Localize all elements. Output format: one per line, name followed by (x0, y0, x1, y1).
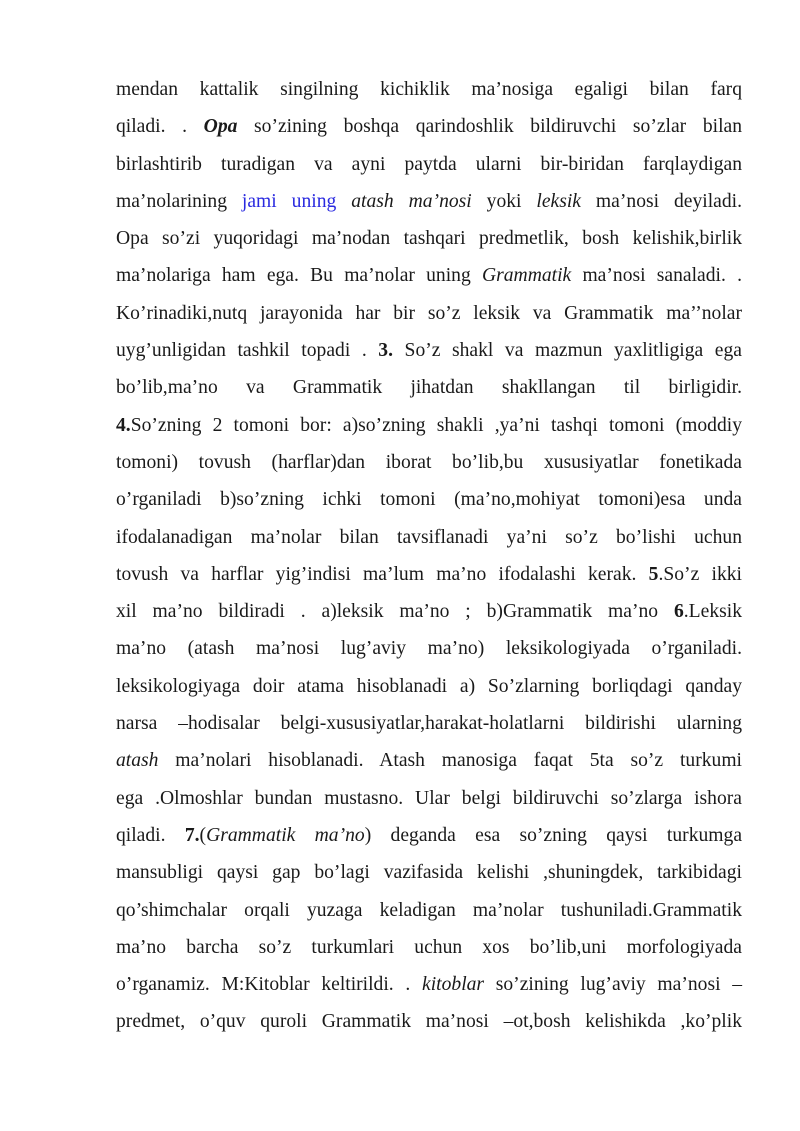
text-run: ma’nosi sanaladi. . (571, 265, 742, 287)
text-run: 4. (116, 414, 131, 436)
text-line (116, 817, 742, 854)
document-page (116, 71, 742, 1041)
text-line (116, 519, 742, 556)
text-run: o’rganamiz. M:Kitoblar keltirildi. . (116, 974, 423, 996)
text-run: xil ma’no bildiradi . a)leksik ma’no ; b)Grammatik ma’no (116, 601, 674, 623)
text-run: ma’nolariga ham ega. Bu ma’nolar uning (116, 265, 482, 287)
text-run: predmet, o’quv quroli Grammatik ma’nosi –ot,bosh kelishikda ,ko’plik (116, 1011, 742, 1033)
text-run: bo’lib,ma’no va Grammatik jihatdan shakllangan til birligidir. (116, 377, 742, 399)
text-run: ega .Olmoshlar bundan mustasno. Ular belgi bildiruvchi so’zlarga ishora (116, 787, 742, 809)
text-run: so’zining lug’aviy ma’nosi – (484, 974, 743, 996)
text-line (116, 481, 742, 518)
text-line (116, 966, 742, 1003)
text-run: .So’z ikki (658, 563, 742, 585)
text-run: ) deganda esa so’zning qaysi turkumga (364, 824, 743, 846)
text-run: yoki (471, 190, 537, 212)
text-run: leksik (536, 190, 582, 212)
text-line (116, 369, 742, 406)
text-run: ( (199, 824, 207, 846)
text-run: qo’shimchalar orqali yuzaga keladigan ma’nolar tushuniladi.Grammatik (116, 899, 742, 921)
text-run: Opa (203, 116, 238, 138)
text-line (116, 892, 742, 929)
text-run: Grammatik ma’no (206, 824, 365, 846)
text-link[interactable]: jami uning (241, 190, 337, 212)
text-line (116, 630, 742, 667)
text-run: ma’no barcha so’z turkumlari uchun xos bo’lib,uni morfologiyada (116, 936, 742, 958)
text-line (116, 183, 742, 220)
text-line (116, 407, 742, 444)
text-line (116, 295, 742, 332)
text-run: qiladi. (116, 824, 185, 846)
text-run: 7. (184, 824, 200, 846)
text-line (116, 220, 742, 257)
text-line (116, 929, 742, 966)
text-run: leksikologiyaga doir atama hisoblanadi a) So’zlarning borliqdagi qanday (116, 675, 742, 697)
text-run: birlashtirib turadigan va ayni paytda ularni bir-biridan farqlaydigan (116, 153, 742, 175)
text-line (116, 146, 742, 183)
text-run: ma’nosi deyiladi. (581, 190, 742, 212)
text-run: So’z shakl va mazmun yaxlitligiga ega (392, 340, 742, 362)
text-run: so’zining boshqa qarindoshlik bildiruvchi so’zlar bilan (237, 116, 743, 138)
text-run: .Leksik (683, 601, 742, 623)
text-run: atash ma’nosi (351, 190, 472, 212)
text-run: ma’nolari hisoblanadi. Atash manosiga faqat 5ta so’z turkumi (158, 750, 742, 772)
text-line (116, 742, 742, 779)
text-line (116, 854, 742, 891)
text-run: kitoblar (422, 974, 485, 996)
text-run: ma’nolarining (116, 190, 242, 212)
text-run: mansubligi qaysi gap bo’lagi vazifasida kelishi ,shuningdek, tarkibidagi (116, 862, 742, 884)
text-run: ma’no (atash ma’nosi lug’aviy ma’no) leksikologiyada o’rganiladi. (116, 638, 742, 660)
text-run: Ko’rinadiki,nutq jarayonida har bir so’z leksik va Grammatik ma’’nolar (116, 302, 742, 324)
text-run: Opa so’zi yuqoridagi ma’nodan tashqari predmetlik, bosh kelishik,birlik (116, 228, 742, 250)
text-run: So’zning 2 tomoni bor: a)so’zning shakli ,ya’ni tashqi tomoni (moddiy (130, 414, 742, 436)
text-run: o’rganiladi b)so’zning ichki tomoni (ma’no,mohiyat tomoni)esa unda (116, 489, 742, 511)
text-line (116, 593, 742, 630)
text-line (116, 257, 742, 294)
text-line (116, 780, 742, 817)
text-run: Grammatik (481, 265, 572, 287)
text-run (336, 191, 351, 212)
text-line (116, 108, 742, 145)
text-line (116, 668, 742, 705)
text-run: 6 (673, 601, 684, 623)
text-run: narsa –hodisalar belgi-xususiyatlar,harakat-holatlarni bildirishi ularning (116, 713, 742, 735)
text-run: tovush va harflar yig’indisi ma’lum ma’no ifodalashi kerak. (116, 563, 649, 585)
text-line (116, 444, 742, 481)
text-line (116, 332, 742, 369)
text-run: 5 (648, 563, 659, 585)
text-run: atash (116, 750, 159, 772)
text-line (116, 705, 742, 742)
text-run: uyg’unligidan tashkil topadi . (116, 340, 379, 362)
text-line (116, 1003, 742, 1040)
text-run: 3. (378, 340, 393, 362)
text-run: mendan kattalik singilning kichiklik ma’nosiga egaligi bilan farq (116, 79, 742, 100)
text-run: tomoni) tovush (harflar)dan iborat bo’lib,bu xususiyatlar fonetikada (116, 451, 742, 473)
text-run: ifodalanadigan ma’nolar bilan tavsiflanadi ya’ni so’z bo’lishi uchun (116, 526, 742, 548)
text-run: qiladi. . (116, 116, 204, 138)
text-line (116, 71, 742, 108)
text-line (116, 556, 742, 593)
